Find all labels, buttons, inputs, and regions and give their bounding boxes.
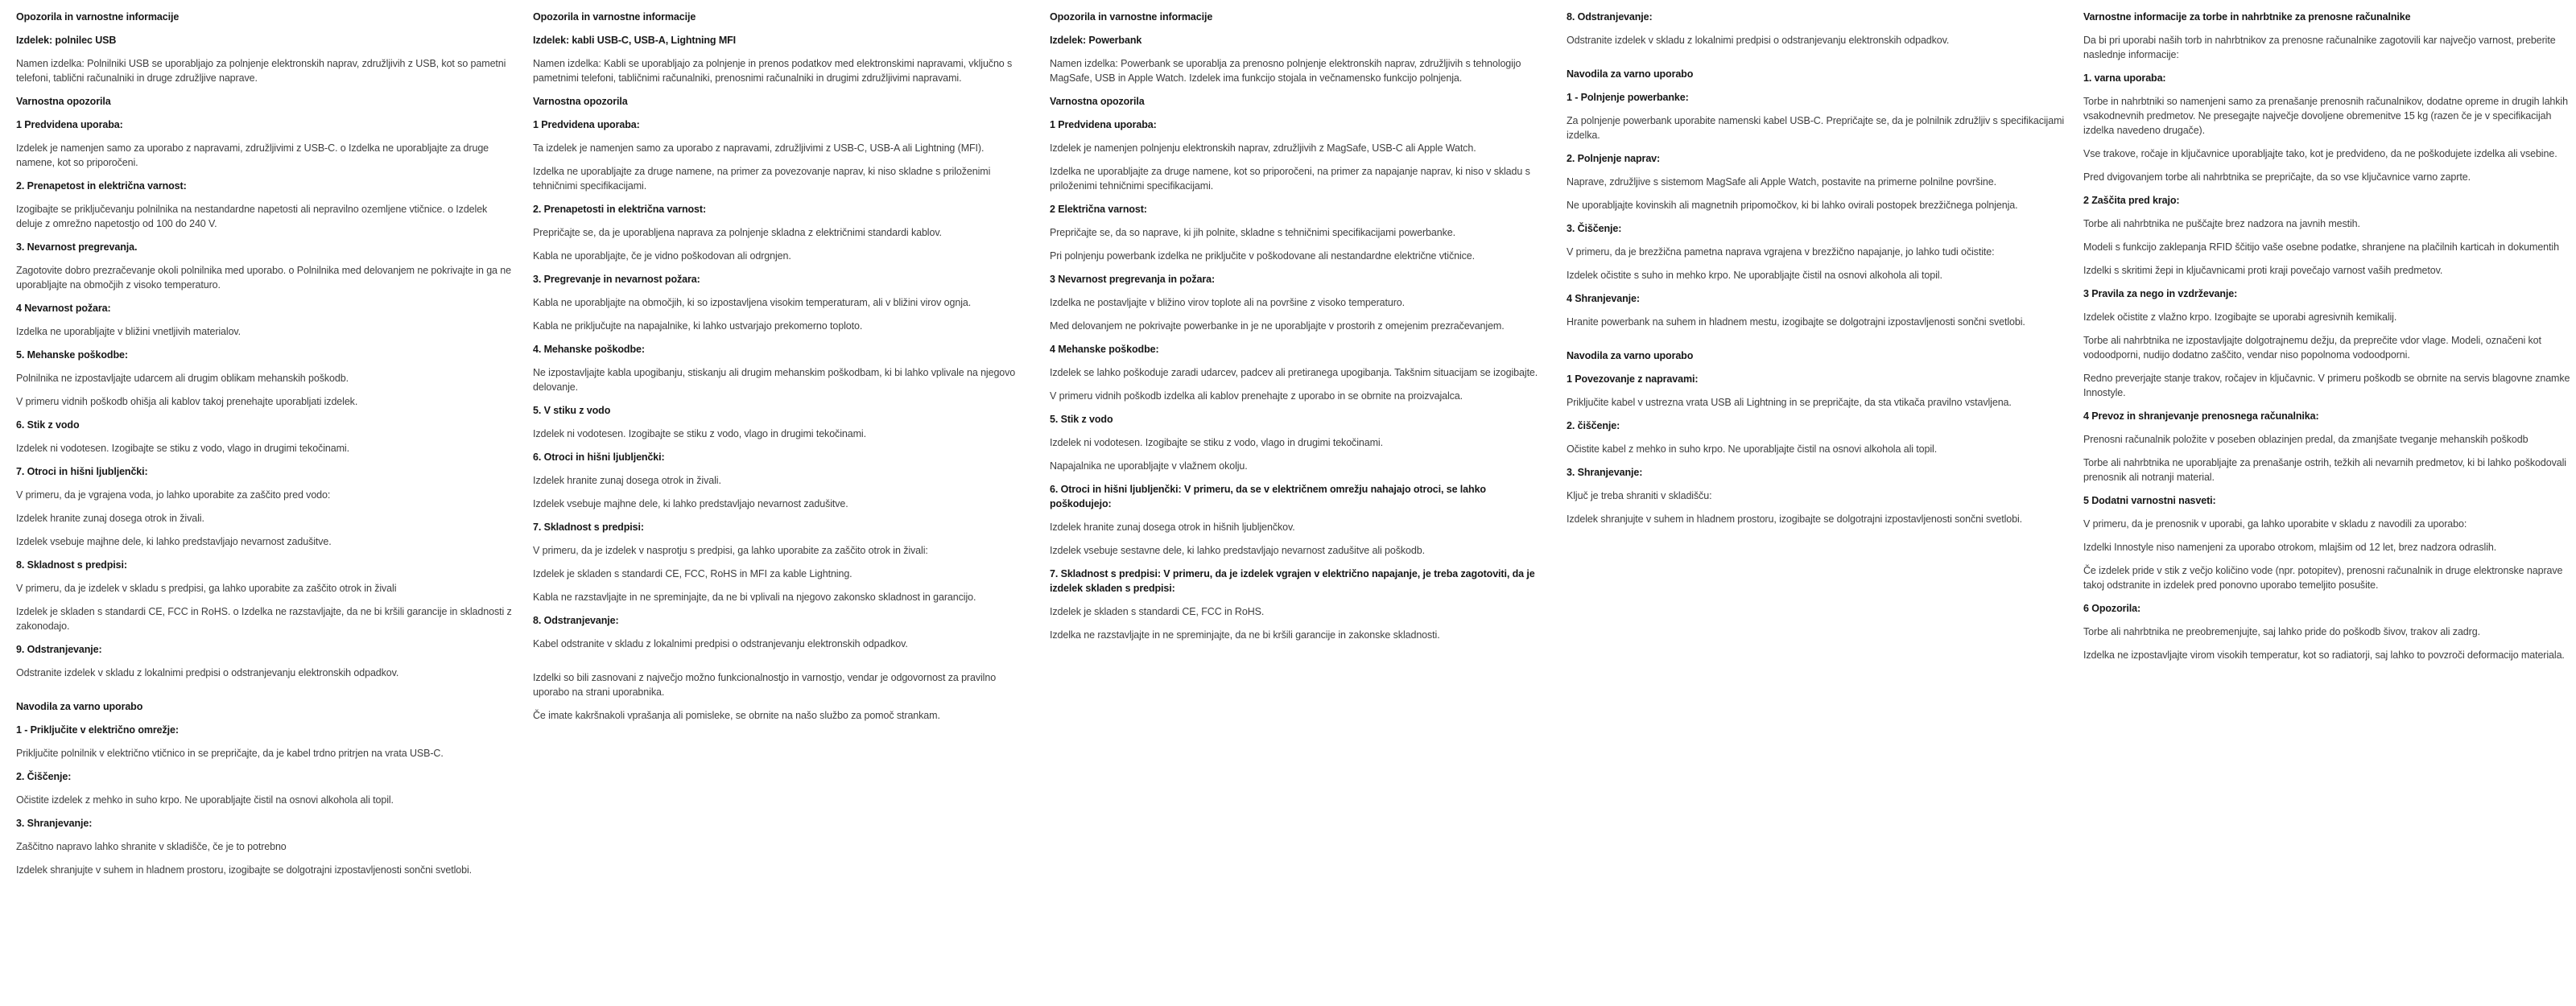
paragraph: Kabla ne uporabljajte, če je vidno poškodovan ali odrgnjen. — [533, 250, 791, 262]
paragraph: Torbe in nahrbtniki so namenjeni samo za prenašanje prenosnih računalnikov, dodatne opreme in drugih lahkih vsakodnevnih predmetov. Ne presegajte največje dovoljene obremenitve 15 kg (razen če je v specifikacijah izdelka navedeno drugače). — [2083, 96, 2568, 136]
section-heading: Opozorila in varnostne informacije — [16, 11, 180, 23]
section-heading: 1 - Polnjenje powerbanke: — [1567, 92, 1689, 103]
text-column-2 — [533, 10, 1032, 732]
paragraph: Da bi pri uporabi naših torb in nahrbtnikov za prenosne računalnike zagotovili kar največjo varnost, preberite naslednje informacije: — [2083, 35, 2556, 60]
paragraph: Namen izdelka: Kabli se uporabljajo za polnjenje in prenos podatkov med elektronskimi napravami, vključno s pametnimi telefoni, tabličnimi računalniki, prenosnimi računalniki in drugimi združljivimi napravami. — [533, 58, 1013, 84]
section-heading: 6 Opozorila: — [2083, 603, 2141, 614]
section-heading: 4 Nevarnost požara: — [16, 303, 111, 314]
section-heading: 4 Mehanske poškodbe: — [1050, 344, 1159, 355]
paragraph: V primeru, da je brezžična pametna naprava vgrajena v brezžično napajanje, jo lahko tudi očistite: — [1567, 246, 1995, 258]
paragraph: Kabla ne uporabljajte na območjih, ki so izpostavljena visokim temperaturam, ali v bližini virov ognja. — [533, 297, 972, 308]
text-column-4 — [1567, 10, 2066, 535]
section-heading: 2 Električna varnost: — [1050, 204, 1147, 215]
section-heading: 7. Skladnost s predpisi: — [533, 522, 644, 533]
section-heading: Opozorila in varnostne informacije — [1050, 11, 1213, 23]
section-heading: 3. Nevarnost pregrevanja. — [16, 241, 138, 253]
section-heading: 3 Nevarnost pregrevanja in požara: — [1050, 274, 1216, 285]
paragraph: Vse trakove, ročaje in ključavnice uporabljajte tako, kot je predvideno, da ne poškodujete izdelka ali vsebine. — [2083, 148, 2557, 159]
paragraph: Namen izdelka: Polnilniki USB se uporabljajo za polnjenje elektronskih naprav, združljivih z USB, kot so pametni telefoni, tablični računalniki in druge združljive naprave. — [16, 58, 506, 84]
section-heading: 5. V stiku z vodo — [533, 405, 611, 416]
section-heading: 1 - Priključite v električno omrežje: — [16, 724, 179, 736]
paragraph: Polnilnika ne izpostavljajte udarcem ali drugim oblikam mehanskih poškodb. — [16, 373, 349, 384]
section-heading: Navodila za varno uporabo — [1567, 350, 1694, 361]
section-heading: Izdelek: Powerbank — [1050, 35, 1142, 46]
section-heading: 1 Povezovanje z napravami: — [1567, 373, 1699, 385]
paragraph: Izdelek shranjujte v suhem in hladnem prostoru, izogibajte se dolgotrajni izpostavljenosti sončni svetlobi. — [16, 864, 473, 876]
section-heading: 8. Skladnost s predpisi: — [16, 559, 127, 571]
paragraph: Izdelka ne izpostavljajte virom visokih temperatur, kot so radiatorji, saj lahko to povzroči deformacijo materiala. — [2083, 649, 2565, 661]
paragraph: Izdelek je skladen s standardi CE, FCC, RoHS in MFI za kable Lightning. — [533, 568, 852, 579]
section-heading: 7. Otroci in hišni ljubljenčki: — [16, 466, 148, 477]
text-column-3 — [1050, 10, 1549, 651]
section-heading: 8. Odstranjevanje: — [1567, 11, 1653, 23]
paragraph: Torbe ali nahrbtnika ne preobremenjujte, saj lahko pride do poškodb šivov, trakov ali zadrg. — [2083, 626, 2480, 637]
paragraph: Izdelek vsebuje majhne dele, ki lahko predstavljajo nevarnost zadušitve. — [16, 536, 332, 547]
section-heading: Varnostna opozorila — [1050, 96, 1145, 107]
paragraph: Izdelki so bili zasnovani z največjo možno funkcionalnostjo in varnostjo, vendar je odgovornost za pravilno uporabo na strani uporabnika. — [533, 672, 997, 698]
section-heading: 6. Stik z vodo — [16, 419, 80, 431]
section-heading: 3. Pregrevanje in nevarnost požara: — [533, 274, 700, 285]
paragraph: Izdelki Innostyle niso namenjeni za uporabo otrokom, mlajšim od 12 let, brez nadzora odraslih. — [2083, 542, 2497, 553]
paragraph: Kabla ne razstavljajte in ne spreminjajte, da ne bi vplivali na njegovo zakonsko skladnost in garancijo. — [533, 592, 976, 603]
paragraph: Napajalnika ne uporabljajte v vlažnem okolju. — [1050, 460, 1248, 472]
paragraph: Pred dvigovanjem torbe ali nahrbtnika se prepričajte, da so vse ključavnice varno zaprte. — [2083, 171, 2471, 183]
section-heading: 1 Predvidena uporaba: — [1050, 119, 1157, 130]
paragraph: Izdelka ne uporabljajte za druge namene, kot so priporočeni, na primer za napajanje naprav, ki niso v skladu s priloženimi tehničnimi specifikacijami. — [1050, 166, 1530, 192]
paragraph: Priključite kabel v ustrezna vrata USB ali Lightning in se prepričajte, da sta vtikača pravilno vstavljena. — [1567, 397, 2012, 408]
paragraph: V primeru, da je izdelek v skladu s predpisi, ga lahko uporabite za zaščito otrok in živali — [16, 583, 397, 594]
section-heading: 2. Prenapetosti in električna varnost: — [533, 204, 707, 215]
text-column-5 — [2083, 10, 2576, 671]
paragraph: Očistite izdelek z mehko in suho krpo. Ne uporabljajte čistil na osnovi alkohola ali topil. — [16, 794, 394, 806]
paragraph: Redno preverjajte stanje trakov, ročajev in ključavnic. V primeru poškodb se obrnite na servis blagovne znamke Innostyle. — [2083, 373, 2570, 398]
section-heading: 7. Skladnost s predpisi: V primeru, da je izdelek vgrajen v električno napajanje, je treba zagotoviti, da je izdelek skladen s predpisi: — [1050, 568, 1535, 594]
paragraph: Ta izdelek je namenjen samo za uporabo z napravami, združljivimi z USB-C, USB-A ali Lightning (MFI). — [533, 142, 985, 154]
section-heading: Navodila za varno uporabo — [1567, 68, 1694, 80]
paragraph: Če izdelek pride v stik z večjo količino vode (npr. potopitev), prenosni računalnik in druge elektronske naprave takoj odstranite in izdelek pred ponovno uporabo temeljito posušite. — [2083, 565, 2563, 591]
section-heading: Izdelek: kabli USB-C, USB-A, Lightning MFI — [533, 35, 737, 46]
paragraph: Izdelek očistite s suho in mehko krpo. Ne uporabljajte čistil na osnovi alkohola ali topil. — [1567, 270, 1942, 281]
section-heading: Izdelek: polnilec USB — [16, 35, 117, 46]
section-heading: Varnostne informacije za torbe in nahrbtnike za prenosne računalnike — [2083, 11, 2411, 23]
section-heading: 5. Stik z vodo — [1050, 414, 1113, 425]
section-heading: 6. Otroci in hišni ljubljenčki: V primeru, da se v električnem omrežju nahajajo otroci, se lahko poškodujejo: — [1050, 484, 1486, 509]
paragraph: Naprave, združljive s sistemom MagSafe ali Apple Watch, postavite na primerne polnilne površine. — [1567, 176, 1996, 188]
paragraph: Prepričajte se, da je uporabljena naprava za polnjenje skladna z električnimi standardi kablov. — [533, 227, 942, 238]
paragraph: Izdelek vsebuje majhne dele, ki lahko predstavljajo nevarnost zadušitve. — [533, 498, 848, 509]
paragraph: V primeru vidnih poškodb ohišja ali kablov takoj prenehajte uporabljati izdelek. — [16, 396, 358, 407]
paragraph: Pri polnjenju powerbank izdelka ne priključite v poškodovane ali nestandardne električne vtičnice. — [1050, 250, 1476, 262]
section-heading: 2. čiščenje: — [1567, 420, 1620, 431]
section-heading: 3. Čiščenje: — [1567, 223, 1622, 234]
section-heading: 3. Shranjevanje: — [1567, 467, 1643, 478]
paragraph: Izdelka ne postavljajte v bližino virov toplote ali na površine z visoko temperaturo. — [1050, 297, 1406, 308]
paragraph: Kabel odstranite v skladu z lokalnimi predpisi o odstranjevanju elektronskih odpadkov. — [533, 638, 908, 649]
paragraph: Izdelek je skladen s standardi CE, FCC in RoHS. o Izdelka ne razstavljajte, da ne bi kršili garancije in skladnosti z zakonodajo. — [16, 606, 512, 632]
paragraph: Zagotovite dobro prezračevanje okoli polnilnika med uporabo. o Polnilnika med delovanjem ne pokrivajte in ga ne uporabljajte na območjih z visoko temperaturo. — [16, 265, 511, 291]
paragraph: Očistite kabel z mehko in suho krpo. Ne uporabljajte čistil na osnovi alkohola ali topil. — [1567, 443, 1938, 455]
section-heading: Opozorila in varnostne informacije — [533, 11, 696, 23]
section-heading: 2. Prenapetost in električna varnost: — [16, 180, 187, 192]
paragraph: Izdelek se lahko poškoduje zaradi udarcev, padcev ali pretiranega upogibanja. Takšnim situacijam se izogibajte. — [1050, 367, 1538, 378]
section-heading: 5 Dodatni varnostni nasveti: — [2083, 495, 2216, 506]
section-heading: 2. Polnjenje naprav: — [1567, 153, 1661, 164]
paragraph: Izdelek shranjujte v suhem in hladnem prostoru, izogibajte se dolgotrajni izpostavljenosti sončni svetlobi. — [1567, 513, 2023, 525]
paragraph: Izdelek je namenjen samo za uporabo z napravami, združljivimi z USB-C. o Izdelka ne uporabljajte za druge namene, kot so priporočeni. — [16, 142, 489, 168]
paragraph: Namen izdelka: Powerbank se uporablja za prenosno polnjenje elektronskih naprav, združljivih s tehnologijo MagSafe, USB in Apple Watch. Izdelek ima funkcijo stojala in večnamensko funkcijo polnjenja. — [1050, 58, 1521, 84]
paragraph: V primeru vidnih poškodb izdelka ali kablov prenehajte z uporabo in se obrnite na proizvajalca. — [1050, 390, 1463, 402]
paragraph: Izdelek je skladen s standardi CE, FCC in RoHS. — [1050, 606, 1265, 617]
paragraph: Ne uporabljajte kovinskih ali magnetnih pripomočkov, ki bi lahko ovirali postopek brezžičnega polnjenja. — [1567, 200, 2018, 211]
section-heading: 2 Zaščita pred krajo: — [2083, 195, 2180, 206]
section-heading: 3 Pravila za nego in vzdrževanje: — [2083, 288, 2238, 299]
paragraph: Kabla ne priključujte na napajalnike, ki lahko ustvarjajo prekomerno toploto. — [533, 320, 863, 332]
paragraph: Torbe ali nahrbtnika ne uporabljajte za prenašanje ostrih, težkih ali nevarnih predmetov, ki bi lahko poškodovali prenosnik ali notranji material. — [2083, 457, 2566, 483]
section-heading: 4 Shranjevanje: — [1567, 293, 1640, 304]
paragraph: Torbe ali nahrbtnika ne puščajte brez nadzora na javnih mestih. — [2083, 218, 2360, 229]
paragraph: Odstranite izdelek v skladu z lokalnimi predpisi o odstranjevanju elektronskih odpadkov. — [1567, 35, 1950, 46]
section-heading: 6. Otroci in hišni ljubljenčki: — [533, 451, 665, 463]
paragraph: Izdelek ni vodotesen. Izogibajte se stiku z vodo, vlago in drugimi tekočinami. — [533, 428, 866, 439]
section-heading: 5. Mehanske poškodbe: — [16, 349, 128, 361]
paragraph: Ključ je treba shraniti v skladišču: — [1567, 490, 1712, 501]
paragraph: Prenosni računalnik položite v poseben oblazinjen predal, da zmanjšate tveganje mehanskih poškodb — [2083, 434, 2529, 445]
paragraph: V primeru, da je izdelek v nasprotju s predpisi, ga lahko uporabite za zaščito otrok in živali: — [533, 545, 928, 556]
section-heading: Navodila za varno uporabo — [16, 701, 143, 712]
paragraph: Prepričajte se, da so naprave, ki jih polnite, skladne s tehničnimi specifikacijami powerbanke. — [1050, 227, 1455, 238]
section-heading: Varnostna opozorila — [16, 96, 111, 107]
section-heading: Varnostna opozorila — [533, 96, 628, 107]
paragraph: Zaščitno napravo lahko shranite v skladišče, če je to potrebno — [16, 841, 287, 852]
paragraph: Izdelka ne uporabljajte za druge namene, na primer za povezovanje naprav, ki niso skladne s priloženimi tehničnimi specifikacijami. — [533, 166, 991, 192]
section-heading: 4. Mehanske poškodbe: — [533, 344, 645, 355]
paragraph: Izdelek ni vodotesen. Izogibajte se stiku z vodo, vlago in drugimi tekočinami. — [1050, 437, 1383, 448]
section-heading: 1. varna uporaba: — [2083, 72, 2166, 84]
paragraph: V primeru, da je prenosnik v uporabi, ga lahko uporabite v skladu z navodili za uporabo: — [2083, 518, 2467, 530]
paragraph: Izdelek vsebuje sestavne dele, ki lahko predstavljajo nevarnost zadušitve ali poškodb. — [1050, 545, 1425, 556]
paragraph: Ne izpostavljajte kabla upogibanju, stiskanju ali drugim mehanskim poškodbam, ki bi lahko vplivale na njegovo delovanje. — [533, 367, 1016, 393]
section-heading: 3. Shranjevanje: — [16, 818, 93, 829]
paragraph: Izdelki s skritimi žepi in ključavnicami proti kraji povečajo varnost vaših predmetov. — [2083, 265, 2443, 276]
paragraph: Priključite polnilnik v električno vtičnico in se prepričajte, da je kabel trdno pritrjen na vrata USB-C. — [16, 748, 444, 759]
section-heading: 1 Predvidena uporaba: — [16, 119, 123, 130]
paragraph: Izdelek hranite zunaj dosega otrok in živali. — [16, 513, 204, 524]
paragraph: Izdelek hranite zunaj dosega otrok in hišnih ljubljenčkov. — [1050, 522, 1295, 533]
paragraph: Če imate kakršnakoli vprašanja ali pomisleke, se obrnite na našo službo za pomoč strankam. — [533, 710, 940, 721]
text-column-1 — [16, 10, 515, 886]
paragraph: Izdelek očistite z vlažno krpo. Izogibajte se uporabi agresivnih kemikalij. — [2083, 311, 2397, 323]
paragraph: Izdelka ne uporabljajte v bližini vnetljivih materialov. — [16, 326, 242, 337]
paragraph: Izdelek ni vodotesen. Izogibajte se stiku z vodo, vlago in drugimi tekočinami. — [16, 443, 349, 454]
paragraph: Izdelek hranite zunaj dosega otrok in živali. — [533, 475, 721, 486]
paragraph: Izdelek je namenjen polnjenju elektronskih naprav, združljivih z MagSafe, USB-C ali Apple Watch. — [1050, 142, 1476, 154]
section-heading: 1 Predvidena uporaba: — [533, 119, 640, 130]
paragraph: Izdelka ne razstavljajte in ne spreminjajte, da ne bi kršili garancije in zakonske skladnosti. — [1050, 629, 1440, 641]
paragraph: Hranite powerbank na suhem in hladnem mestu, izogibajte se dolgotrajni izpostavljenosti sončni svetlobi. — [1567, 316, 2025, 328]
paragraph: Med delovanjem ne pokrivajte powerbanke in je ne uporabljajte v prostorih z omejenim prezračevanjem. — [1050, 320, 1505, 332]
paragraph: Torbe ali nahrbtnika ne izpostavljajte dolgotrajnemu dežju, da preprečite vdor vlage. Modeli, označeni kot vodoodporni, nudijo dodatno zaščito, vendar niso popolnoma vodoodporni. — [2083, 335, 2541, 361]
paragraph: Izogibajte se priključevanju polnilnika na nestandardne napetosti ali nepravilno ozemljene vtičnice. o Izdelek deluje z omrežno napetostjo od 100 do 240 V. — [16, 204, 488, 229]
paragraph: V primeru, da je vgrajena voda, jo lahko uporabite za zaščito pred vodo: — [16, 489, 331, 501]
paragraph: Za polnjenje powerbank uporabite namenski kabel USB-C. Prepričajte se, da je polnilnik združljiv s specifikacijami izdelka. — [1567, 115, 2065, 141]
section-heading: 8. Odstranjevanje: — [533, 615, 619, 626]
section-heading: 4 Prevoz in shranjevanje prenosnega računalnika: — [2083, 410, 2319, 422]
section-heading: 2. Čiščenje: — [16, 771, 72, 782]
section-heading: 9. Odstranjevanje: — [16, 644, 102, 655]
paragraph: Modeli s funkcijo zaklepanja RFID ščitijo vaše osebne podatke, shranjene na plačilnih karticah in dokumentih — [2083, 241, 2559, 253]
paragraph: Odstranite izdelek v skladu z lokalnimi predpisi o odstranjevanju elektronskih odpadkov. — [16, 667, 399, 678]
